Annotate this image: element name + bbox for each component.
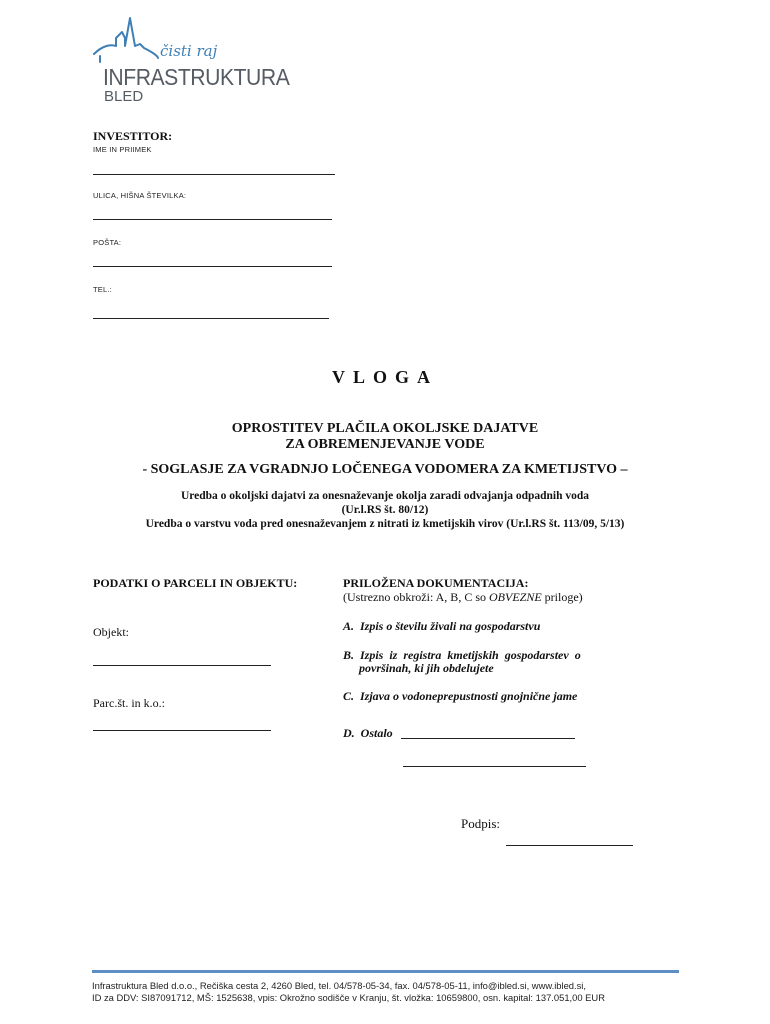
documentation-note-prefix: (Ustrezno obkroži: A, B, C so: [343, 590, 489, 604]
documentation-note-suffix: priloge): [541, 590, 583, 604]
parcel-number-label: Parc.št. in k.o.:: [93, 696, 165, 710]
investor-heading: INVESTITOR:: [93, 129, 173, 143]
investor-post-field[interactable]: [93, 266, 332, 267]
object-label: Objekt:: [93, 625, 129, 639]
investor-name-field[interactable]: [93, 174, 335, 175]
investor-tel-field[interactable]: [93, 318, 329, 319]
logo-name: INFRASTRUKTURA: [103, 64, 290, 90]
signature-label: Podpis:: [461, 816, 501, 831]
parcel-heading: PODATKI O PARCELI IN OBJEKTU:: [93, 576, 298, 590]
doc-item-a[interactable]: A. Izpis o številu živali na gospodarstvu: [343, 619, 541, 633]
documentation-note: [343, 590, 583, 605]
doc-item-d-field-2[interactable]: [403, 766, 586, 767]
subtitle-line-3: - SOGLASJE ZA VGRADNJO LOČENEGA VODOMERA ZA KMETIJSTVO –: [142, 462, 628, 477]
document-title: VLOGA: [331, 367, 438, 387]
doc-item-b[interactable]: B. Izpis iz registra kmetijskih gospodarstev o: [343, 648, 581, 662]
logo-city: BLED: [104, 88, 144, 105]
subtitle-line-2: ZA OBREMENJEVANJE VODE: [285, 437, 485, 452]
regulation-line-3: Uredba o varstvu voda pred onesnaževanjem z nitrati iz kmetijskih virov (Ur.l.RS št. 113/09, 5/13): [145, 518, 625, 530]
documentation-note-emphasis: OBVEZNE: [489, 590, 542, 604]
investor-name-label: IME IN PRIIMEK: [93, 145, 152, 154]
logo-tagline: čisti raj: [160, 42, 218, 60]
investor-post-label: POŠTA:: [93, 238, 122, 247]
investor-street-field[interactable]: [93, 219, 332, 220]
regulation-line-2: (Ur.l.RS št. 80/12): [341, 504, 429, 516]
doc-item-b-continued: površinah, ki jih obdelujete: [359, 661, 494, 675]
parcel-number-field[interactable]: [93, 730, 271, 731]
documentation-heading: PRILOŽENA DOKUMENTACIJA:: [343, 576, 529, 590]
doc-item-d[interactable]: D. Ostalo: [343, 726, 393, 740]
investor-street-label: ULICA, HIŠNA ŠTEVILKA:: [93, 191, 187, 200]
doc-item-c[interactable]: C. Izjava o vodoneprepustnosti gnojnične jame: [343, 689, 578, 703]
subtitle-line-1: OPROSTITEV PLAČILA OKOLJSKE DAJATVE: [231, 421, 539, 436]
regulation-line-1: Uredba o okoljski dajatvi za onesnaževanje okolja zaradi odvajanja odpadnih voda: [180, 490, 590, 502]
object-field[interactable]: [93, 665, 271, 666]
footer-line-1: Infrastruktura Bled d.o.o., Rečiška cesta 2, 4260 Bled, tel. 04/578-05-34, fax. 04/578-05-11, info@ibled.si, www.ibled.si,: [92, 980, 586, 991]
doc-item-d-field-1[interactable]: [401, 738, 575, 739]
investor-tel-label: TEL.:: [93, 285, 112, 294]
footer-line-2: ID za DDV: SI87091712, MŠ: 1525638, vpis: Okrožno sodišče v Kranju, št. vložka: 10659800, osn. kapital: 137.051,00 EUR: [92, 992, 605, 1003]
footer-rule: [92, 970, 679, 973]
signature-field[interactable]: [506, 845, 633, 846]
